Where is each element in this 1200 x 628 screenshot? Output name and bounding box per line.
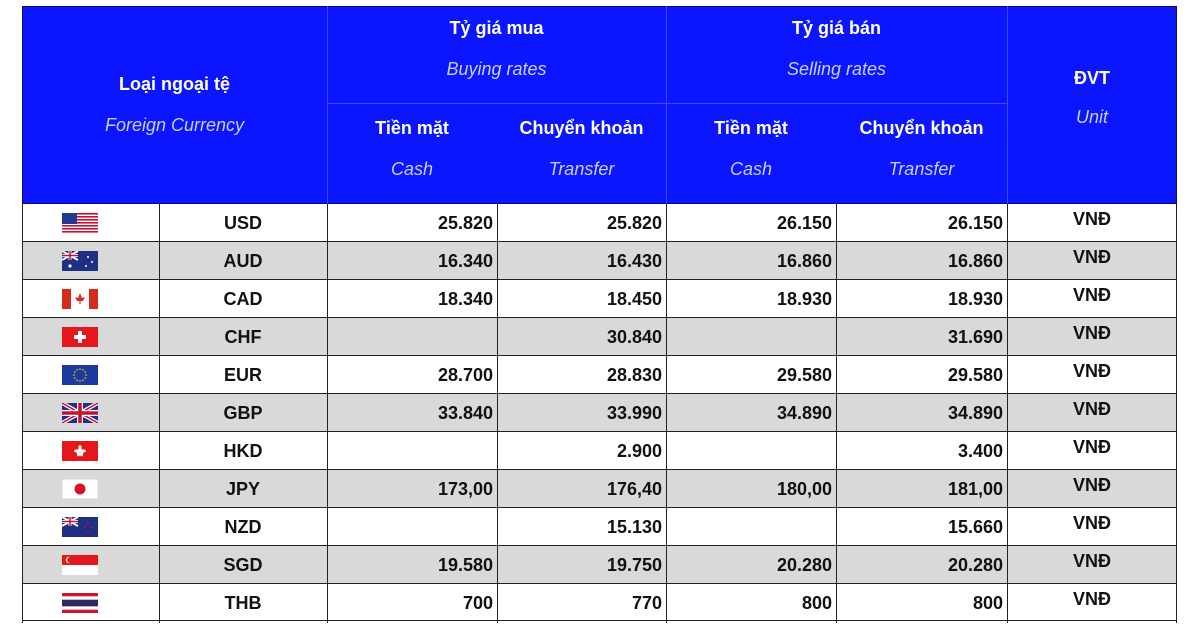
buy-transfer-value: 15.130: [606, 517, 662, 537]
buy-cash-value: 700: [462, 593, 493, 613]
ca-flag-icon: [62, 289, 98, 309]
buy-cash-vi: Tiền mặt: [375, 118, 449, 138]
unit-value: VNĐ: [1072, 209, 1111, 229]
unit-value: VNĐ: [1072, 475, 1111, 495]
table-row: [22, 508, 1177, 546]
table-row: [22, 394, 1177, 432]
sell-cash-value: [666, 508, 836, 545]
buy-cash-value: 19.580: [437, 555, 493, 575]
buy-transfer-value: 28.830: [606, 365, 662, 385]
unit-header-en: Unit: [1075, 107, 1108, 127]
table-row: [22, 546, 1177, 584]
sell-transfer-value: 20.280: [947, 555, 1003, 575]
sell-cash-value: 800: [801, 593, 832, 613]
table-row: [22, 318, 1177, 356]
sell-cash-value: 34.890: [776, 403, 832, 423]
sell-transfer-header: [836, 118, 1007, 180]
selling-rates-header: [666, 18, 1007, 80]
currency-code: SGD: [223, 555, 263, 575]
buy-transfer-en: Transfer: [548, 159, 615, 179]
th-flag-icon: [62, 593, 98, 613]
unit-value: VNĐ: [1072, 551, 1111, 571]
unit-header: [1007, 68, 1177, 128]
unit-value: VNĐ: [1072, 513, 1111, 533]
currency-code: HKD: [223, 441, 263, 461]
currency-code: THB: [224, 593, 262, 613]
buy-cash-value: [327, 508, 497, 545]
sell-transfer-value: 29.580: [947, 365, 1003, 385]
buy-transfer-header: [497, 118, 666, 180]
au-flag-icon: [62, 251, 98, 271]
currency-code: JPY: [225, 479, 261, 499]
currency-code: USD: [223, 213, 262, 233]
currency-header-vi: Loại ngoại tệ: [118, 74, 230, 94]
sell-transfer-value: 18.930: [947, 289, 1003, 309]
sell-cash-en: Cash: [729, 159, 773, 179]
buy-cash-value: 28.700: [437, 365, 493, 385]
currency-header-en: Foreign Currency: [104, 115, 245, 135]
buy-transfer-value: 16.430: [606, 251, 662, 271]
buy-transfer-value: 2.900: [616, 441, 662, 461]
selling-rates-en: Selling rates: [786, 59, 887, 79]
ch-flag-icon: [62, 327, 98, 347]
sell-cash-value: 26.150: [776, 213, 832, 233]
unit-value: VNĐ: [1072, 361, 1111, 381]
buying-rates-en: Buying rates: [446, 59, 547, 79]
sg-flag-icon: [62, 555, 98, 575]
hk-flag-icon: [62, 441, 98, 461]
jp-flag-icon: [62, 479, 98, 499]
buy-transfer-value: 176,40: [606, 479, 662, 499]
buy-transfer-vi: Chuyển khoản: [519, 118, 644, 138]
sell-cash-vi: Tiền mặt: [714, 118, 788, 138]
buy-transfer-value: 18.450: [606, 289, 662, 309]
sell-transfer-value: 15.660: [947, 517, 1003, 537]
currency-code: CAD: [223, 289, 263, 309]
buy-cash-header: [327, 118, 497, 180]
buy-cash-value: 173,00: [437, 479, 493, 499]
unit-value: VNĐ: [1072, 437, 1111, 457]
eu-flag-icon: [62, 365, 98, 385]
buying-rates-header: [327, 18, 666, 80]
sell-cash-value: [666, 318, 836, 355]
buy-cash-value: [327, 432, 497, 469]
buying-rates-vi: Tỷ giá mua: [449, 18, 544, 38]
buy-cash-en: Cash: [390, 159, 434, 179]
table-row: [22, 204, 1177, 242]
sell-transfer-value: 31.690: [947, 327, 1003, 347]
unit-value: VNĐ: [1072, 285, 1111, 305]
sell-transfer-value: 800: [972, 593, 1003, 613]
buy-transfer-value: 25.820: [606, 213, 662, 233]
unit-value: VNĐ: [1072, 399, 1111, 419]
sell-transfer-value: 181,00: [947, 479, 1003, 499]
currency-code: NZD: [224, 517, 262, 537]
buy-transfer-value: 33.990: [606, 403, 662, 423]
sell-cash-value: 16.860: [776, 251, 832, 271]
table-row: [22, 432, 1177, 470]
sell-cash-value: [666, 432, 836, 469]
sell-transfer-en: Transfer: [888, 159, 955, 179]
unit-value: VNĐ: [1072, 323, 1111, 343]
currency-header: [22, 6, 327, 204]
gb-flag-icon: [62, 403, 98, 423]
sell-cash-value: 180,00: [776, 479, 832, 499]
currency-code: AUD: [223, 251, 263, 271]
buy-cash-value: 33.840: [437, 403, 493, 423]
exchange-rate-table: [22, 6, 1177, 623]
nz-flag-icon: [62, 517, 98, 537]
buy-transfer-value: 30.840: [606, 327, 662, 347]
sell-cash-value: 18.930: [776, 289, 832, 309]
buy-transfer-value: 19.750: [606, 555, 662, 575]
selling-rates-vi: Tỷ giá bán: [791, 18, 881, 38]
table-row: [22, 584, 1177, 621]
buy-transfer-value: 770: [631, 593, 662, 613]
sell-transfer-value: 34.890: [947, 403, 1003, 423]
unit-header-vi: ĐVT: [1074, 68, 1110, 88]
buy-cash-value: 16.340: [437, 251, 493, 271]
sell-transfer-value: 16.860: [947, 251, 1003, 271]
sell-cash-header: [666, 118, 836, 180]
unit-value: VNĐ: [1072, 247, 1111, 267]
buy-cash-value: 18.340: [437, 289, 493, 309]
currency-code: CHF: [224, 327, 262, 347]
us-flag-icon: [62, 213, 98, 233]
table-row: [22, 280, 1177, 318]
sell-cash-value: 20.280: [776, 555, 832, 575]
table-row: [22, 356, 1177, 394]
unit-value: VNĐ: [1072, 589, 1111, 609]
sell-transfer-vi: Chuyển khoản: [859, 118, 984, 138]
currency-code: EUR: [223, 365, 262, 385]
table-row: [22, 242, 1177, 280]
buy-cash-value: [327, 318, 497, 355]
sell-cash-value: 29.580: [776, 365, 832, 385]
currency-code: GBP: [223, 403, 263, 423]
sell-transfer-value: 26.150: [947, 213, 1003, 233]
sell-transfer-value: 3.400: [957, 441, 1003, 461]
buy-cash-value: 25.820: [437, 213, 493, 233]
table-row: [22, 470, 1177, 508]
